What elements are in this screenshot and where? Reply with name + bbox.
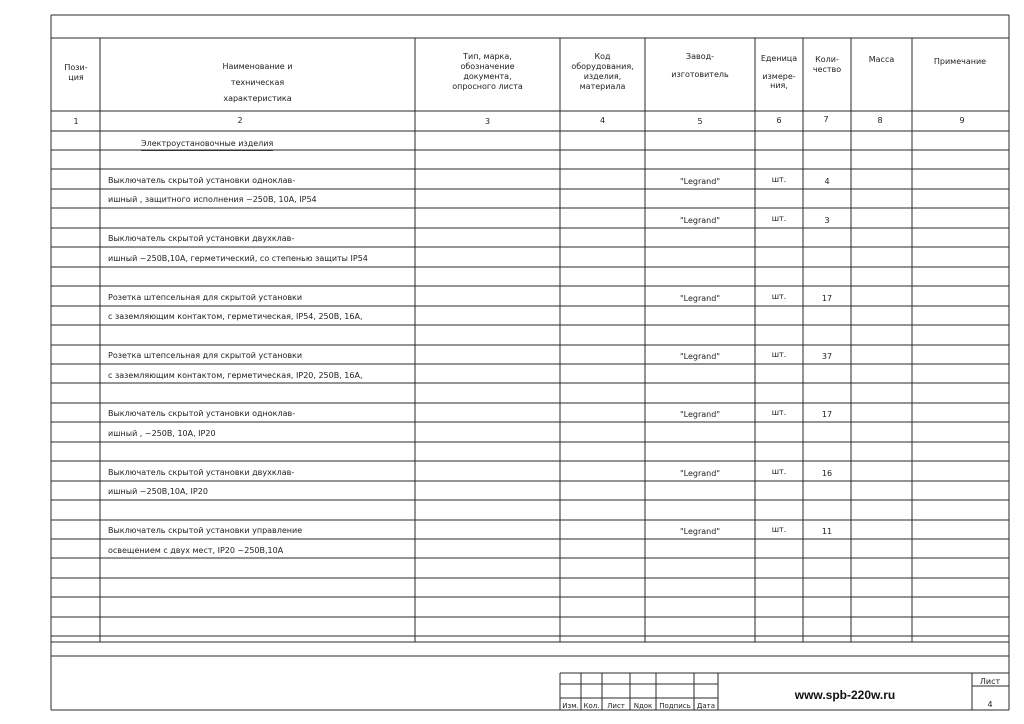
col-number-1: 1 <box>73 117 79 126</box>
row-quantity: 37 <box>821 352 833 362</box>
row-name: ишный ~250В,10А, IP20 <box>108 487 208 497</box>
row-manufacturer: "Legrand" <box>679 527 720 537</box>
row-name: Выключатель скрытой установки управление <box>108 526 303 536</box>
col-number-5: 5 <box>697 117 703 126</box>
header-position: Пози- ция <box>64 63 88 82</box>
stamp-label-izm: Изм. <box>562 702 579 710</box>
col-number-2: 2 <box>237 116 243 125</box>
header-manufacturer: Завод- изготовитель <box>671 52 729 79</box>
col-number-6: 6 <box>776 116 782 125</box>
col-number-9: 9 <box>959 116 965 125</box>
row-unit: шт. <box>771 291 787 301</box>
row-name: с заземляющим контактом, герметическая, IP54, 250В, 16А, <box>108 312 363 322</box>
header-unit: Еденица измере- ния, <box>760 54 798 90</box>
stamp-label-signature: Подпись <box>659 702 691 710</box>
row-name: ишный , ~250В, 10А, IP20 <box>108 428 216 438</box>
row-unit: шт. <box>771 525 787 535</box>
row-name: Выключатель скрытой установки двухклав- <box>108 467 295 477</box>
row-quantity: 17 <box>821 410 833 420</box>
header-note: Примечание <box>933 57 987 66</box>
row-manufacturer: "Legrand" <box>679 352 720 362</box>
stamp-label-ndok: Nдок <box>633 702 653 710</box>
row-quantity: 16 <box>821 468 833 478</box>
row-name: Розетка штепсельная для скрытой установки <box>108 292 303 302</box>
row-quantity: 11 <box>821 527 833 537</box>
header-type: Тип, марка, обозначение документа, опросного листа <box>452 52 523 91</box>
row-name: Выключатель скрытой установки двухклав- <box>108 234 295 244</box>
row-manufacturer: "Legrand" <box>679 293 720 303</box>
row-name: Выключатель скрытой установки одноклав- <box>108 176 296 185</box>
sheet-label: Лист <box>979 677 1001 686</box>
row-unit: шт. <box>771 466 787 476</box>
header-name: Наименование и техническая характеристика <box>222 62 293 103</box>
row-quantity: 17 <box>821 293 833 303</box>
stamp-label-kol: Кол. <box>583 702 600 710</box>
header-mass: Масса <box>868 55 895 64</box>
row-manufacturer: "Legrand" <box>679 177 720 186</box>
row-quantity: 3 <box>824 215 830 225</box>
website-link[interactable]: www.spb-220w.ru <box>794 688 896 702</box>
row-manufacturer: "Legrand" <box>679 215 720 225</box>
row-name: ишный , защитного исполнения ~250В, 10А, IP54 <box>108 195 317 205</box>
row-unit: шт. <box>771 350 787 360</box>
col-number-8: 8 <box>877 116 883 125</box>
stamp-label-list: Лист <box>607 702 625 710</box>
row-name: Розетка штепсельная для скрытой установки <box>108 351 303 361</box>
section-title: Электроустановочные изделия <box>141 139 273 151</box>
header-code: Код оборудования, изделия, материала <box>571 52 634 91</box>
row-name: освещением с двух мест, IP20 ~250В,10А <box>108 545 284 555</box>
stamp-label-date: Дата <box>696 702 716 710</box>
row-unit: шт. <box>771 213 787 223</box>
sheet-number: 4 <box>987 700 993 709</box>
header-quantity: Коли- чество <box>812 55 842 74</box>
row-unit: шт. <box>771 175 787 184</box>
col-number-4: 4 <box>599 116 606 125</box>
row-manufacturer: "Legrand" <box>679 468 720 478</box>
col-number-3: 3 <box>484 117 491 126</box>
col-number-7: 7 <box>823 115 829 124</box>
row-name: с заземляющим контактом, герметическая, IP20, 250В, 16А, <box>108 370 363 380</box>
row-quantity: 4 <box>824 177 830 186</box>
row-manufacturer: "Legrand" <box>679 410 720 420</box>
row-unit: шт. <box>771 408 787 418</box>
row-name: Выключатель скрытой установки одноклав- <box>108 409 296 419</box>
row-name: ишный ~250В,10А, герметический, со степенью защиты IP54 <box>108 253 368 263</box>
